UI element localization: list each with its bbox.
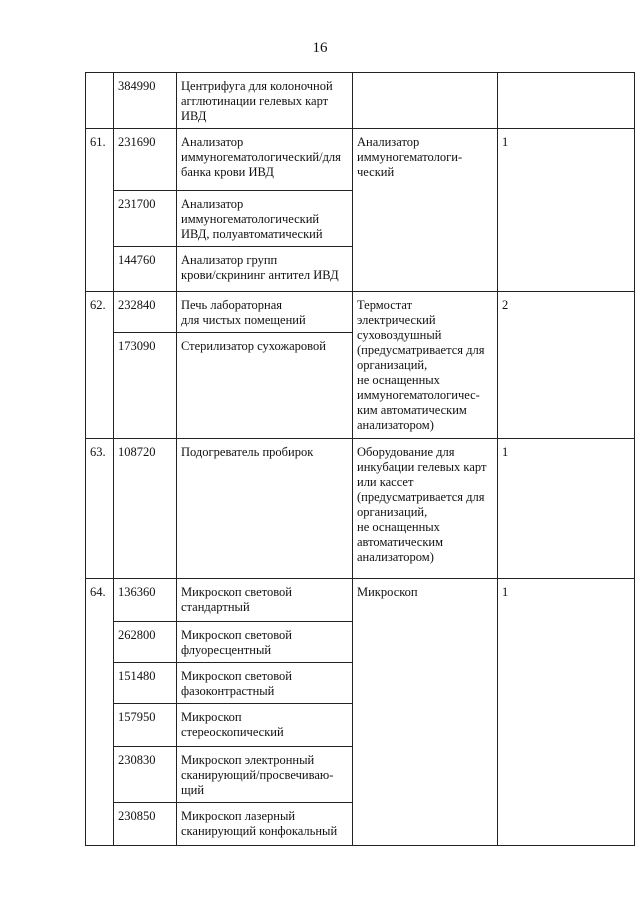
device-code: 151480 xyxy=(114,663,177,704)
device-code: 173090 xyxy=(114,333,177,439)
device-code: 144760 xyxy=(114,247,177,292)
row-number xyxy=(86,73,114,129)
device-name: Подогреватель пробирок xyxy=(177,439,353,579)
device-code: 108720 xyxy=(114,439,177,579)
device-name: Микроскоп лазерный сканирующий конфокальный xyxy=(177,803,353,846)
device-name: Анализатор иммуногематологический ИВД, полуавтоматический xyxy=(177,191,353,247)
table-row xyxy=(86,73,635,129)
table-row xyxy=(86,292,635,333)
quantity: 2 xyxy=(498,292,635,439)
table-row xyxy=(86,439,635,579)
device-code: 231690 xyxy=(114,129,177,191)
device-code: 136360 xyxy=(114,579,177,622)
quantity xyxy=(498,73,635,129)
row-number: 64. xyxy=(86,579,114,846)
equipment-name xyxy=(353,73,498,129)
quantity: 1 xyxy=(498,129,635,292)
device-name: Стерилизатор сухожаровой xyxy=(177,333,353,439)
device-code: 262800 xyxy=(114,622,177,663)
equipment-table xyxy=(85,72,635,846)
device-name: Микроскоп световой стандартный xyxy=(177,579,353,622)
device-name: Микроскоп световой флуоресцентный xyxy=(177,622,353,663)
table-row xyxy=(86,579,635,622)
device-code: 232840 xyxy=(114,292,177,333)
device-code: 157950 xyxy=(114,704,177,747)
quantity: 1 xyxy=(498,579,635,846)
equipment-name: Микроскоп xyxy=(353,579,498,846)
row-number: 61. xyxy=(86,129,114,292)
equipment-name: Анализатор иммуногематологи- ческий xyxy=(353,129,498,292)
device-name: Центрифуга для колоночной агглютинации гелевых карт ИВД xyxy=(177,73,353,129)
device-code: 230850 xyxy=(114,803,177,846)
page-number: 16 xyxy=(312,40,328,56)
device-code: 384990 xyxy=(114,73,177,129)
equipment-name: Оборудование для инкубации гелевых карт или кассет (предусматривается для организаций, не оснащенных автоматическим анализатором) xyxy=(353,439,498,579)
device-name: Микроскоп стереоскопический xyxy=(177,704,353,747)
device-name: Печь лабораторная для чистых помещений xyxy=(177,292,353,333)
quantity: 1 xyxy=(498,439,635,579)
row-number: 63. xyxy=(86,439,114,579)
table-row xyxy=(86,129,635,191)
row-number: 62. xyxy=(86,292,114,439)
device-name: Анализатор иммуногематологический/для банка крови ИВД xyxy=(177,129,353,191)
device-code: 231700 xyxy=(114,191,177,247)
device-name: Анализатор групп крови/скрининг антител ИВД xyxy=(177,247,353,292)
device-name: Микроскоп световой фазоконтрастный xyxy=(177,663,353,704)
device-name: Микроскоп электронный сканирующий/просвечиваю- щий xyxy=(177,747,353,803)
device-code: 230830 xyxy=(114,747,177,803)
equipment-name: Термостат электрический суховоздушный (предусматривается для организаций, не оснащенных иммуногематологичес- ким автоматическим анализатором) xyxy=(353,292,498,439)
